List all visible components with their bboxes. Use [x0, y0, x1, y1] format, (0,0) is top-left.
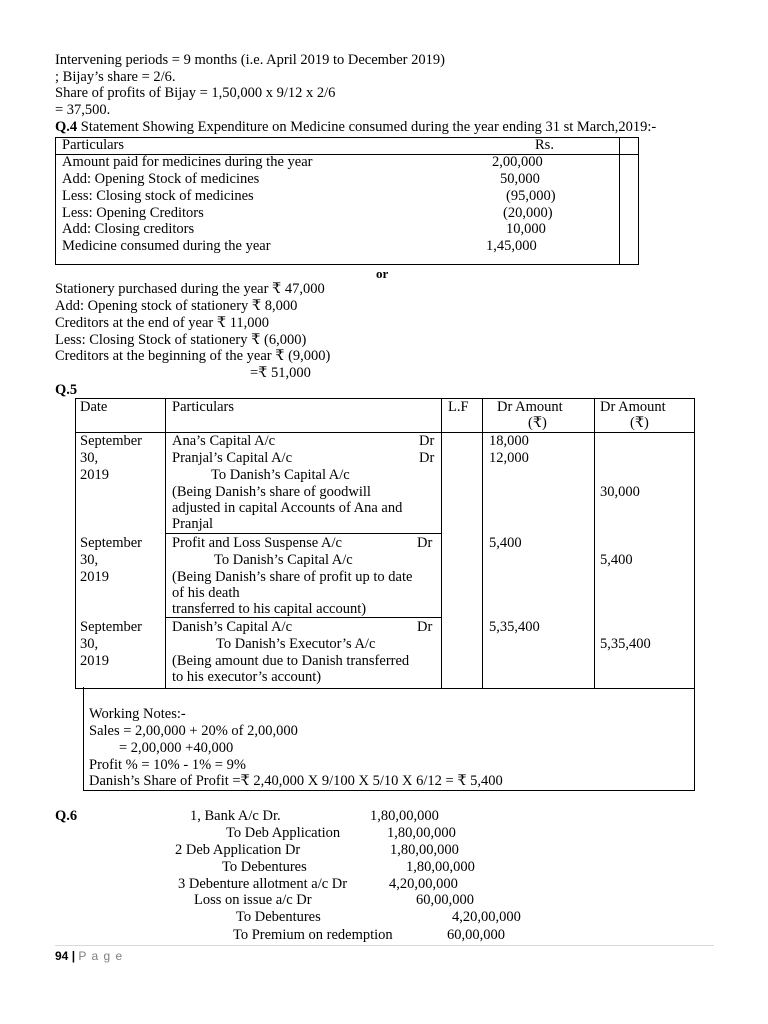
- q5-number: Q.5: [55, 382, 78, 398]
- text-line: Share of profits of Bijay = 1,50,000 x 9/12 x 2/6: [55, 85, 336, 101]
- q6-entry-amount: 4,20,00,000: [452, 909, 521, 925]
- page-number: 94: [55, 949, 69, 963]
- entry-date: 30,: [80, 450, 99, 466]
- q6-entry-text: To Premium on redemption: [233, 927, 393, 943]
- q5-header-dr1: Dr Amount: [497, 399, 563, 415]
- q4-row-value: 2,00,000: [492, 154, 543, 170]
- text-line: = 37,500.: [55, 102, 111, 118]
- q5-header-date: Date: [80, 399, 108, 415]
- entry-debit-amount: 12,000: [489, 450, 529, 466]
- working-note-line: Sales = 2,00,000 + 20% of 2,00,000: [89, 723, 298, 739]
- entry-narration: of his death: [172, 585, 240, 601]
- entry-narration: (Being Danish’s share of profit up to date: [172, 569, 413, 585]
- q6-entry-amount: 1,80,00,000: [387, 825, 456, 841]
- entry-debit-account: Ana’s Capital A/c: [172, 433, 276, 449]
- entry-date: 30,: [80, 552, 99, 568]
- q4-row-value: 10,000: [506, 221, 546, 237]
- entry-debit-amount: 18,000: [489, 433, 529, 449]
- entry-narration: adjusted in capital Accounts of Ana and: [172, 500, 403, 516]
- q4-row-value: (20,000): [503, 205, 553, 221]
- q4-header-rs: Rs.: [535, 137, 554, 153]
- working-notes-title: Working Notes:-: [89, 706, 186, 722]
- entry-credit-account: To Danish’s Capital A/c: [214, 552, 353, 568]
- q6-entry-amount: 60,00,000: [447, 927, 505, 943]
- entry-dr-label: Dr: [419, 450, 435, 466]
- q6-entry-text: 1, Bank A/c Dr.: [190, 808, 281, 824]
- q4-row-particular: Add: Closing creditors: [62, 221, 195, 237]
- q5-header-dr2: Dr Amount: [600, 399, 666, 415]
- q6-entry-amount: 4,20,00,000: [389, 876, 458, 892]
- working-note-line: Danish’s Share of Profit =₹ 2,40,000 X 9/100 X 5/10 X 6/12 = ₹ 5,400: [89, 773, 503, 789]
- q6-entry-amount: 60,00,000: [416, 892, 474, 908]
- or-label: or: [376, 266, 389, 281]
- q4-title: Statement Showing Expenditure on Medicine consumed during the year ending 31 st March,2019:-: [80, 119, 657, 135]
- q6-entry-text: To Debentures: [222, 859, 307, 875]
- working-note-line: Profit % = 10% - 1% = 9%: [89, 757, 246, 773]
- q4-row-value: (95,000): [506, 188, 556, 204]
- entry-date: 30,: [80, 636, 99, 652]
- entry-date: 2019: [80, 467, 109, 483]
- page-label: P a g e: [78, 949, 124, 963]
- entry-debit-account: Profit and Loss Suspense A/c: [172, 535, 342, 551]
- q4-row-particular: Add: Opening Stock of medicines: [62, 171, 260, 187]
- q5-header-dr1-unit: (₹): [528, 415, 547, 431]
- q4-row-value: 1,45,000: [486, 238, 537, 254]
- entry-narration: to his executor’s account): [172, 669, 322, 685]
- entry-date: September: [80, 535, 143, 551]
- entry-credit-account: To Danish’s Executor’s A/c: [216, 636, 376, 652]
- entry-debit-account: Danish’s Capital A/c: [172, 619, 293, 635]
- q4-row-particular: Medicine consumed during the year: [62, 238, 271, 254]
- q4-number: Q.4: [55, 119, 78, 135]
- text-line: Intervening periods = 9 months (i.e. April 2019 to December 2019): [55, 52, 445, 68]
- q5-header-dr2-unit: (₹): [630, 415, 649, 431]
- q4-row-particular: Less: Opening Creditors: [62, 205, 204, 221]
- alt-line: Less: Closing Stock of stationery ₹ (6,000): [55, 332, 307, 348]
- entry-narration: (Being amount due to Danish transferred: [172, 653, 410, 669]
- q4-heading: [55, 119, 656, 136]
- alt-total: =₹ 51,000: [250, 365, 311, 381]
- q6-entry-text: To Debentures: [236, 909, 321, 925]
- entry-dr-label: Dr: [417, 619, 433, 635]
- entry-dr-label: Dr: [419, 433, 435, 449]
- entry-date: 2019: [80, 569, 109, 585]
- entry-credit-account: To Danish’s Capital A/c: [211, 467, 350, 483]
- entry-debit-account: Pranjal’s Capital A/c: [172, 450, 293, 466]
- text-line: ; Bijay’s share = 2/6.: [55, 69, 176, 85]
- alt-line: Creditors at the end of year ₹ 11,000: [55, 315, 270, 331]
- q6-entry-amount: 1,80,00,000: [406, 859, 475, 875]
- entry-narration: Pranjal: [172, 516, 214, 532]
- entry-credit-amount: 30,000: [600, 484, 640, 500]
- alt-line: Stationery purchased during the year ₹ 47,000: [55, 281, 325, 297]
- q5-header-particulars: Particulars: [172, 399, 235, 415]
- entry-date: September: [80, 433, 143, 449]
- q6-entry-text: 3 Debenture allotment a/c Dr: [178, 876, 348, 892]
- q6-entry-text: Loss on issue a/c Dr: [194, 892, 312, 908]
- q4-row-particular: Amount paid for medicines during the year: [62, 154, 313, 170]
- q4-header-particulars: Particulars: [62, 137, 125, 153]
- entry-debit-amount: 5,35,400: [489, 619, 540, 635]
- entry-narration: (Being Danish’s share of goodwill: [172, 484, 371, 500]
- page-footer: [55, 948, 123, 965]
- q6-entry-text: To Deb Application: [226, 825, 341, 841]
- q5-header-lf: L.F: [448, 399, 469, 415]
- q4-row-particular: Less: Closing stock of medicines: [62, 188, 254, 204]
- q6-entry-text: 2 Deb Application Dr: [175, 842, 301, 858]
- entry-credit-amount: 5,35,400: [600, 636, 651, 652]
- footer-divider: [55, 945, 714, 946]
- entry-date: 2019: [80, 653, 109, 669]
- entry-dr-label: Dr: [417, 535, 433, 551]
- entry-credit-amount: 5,400: [600, 552, 633, 568]
- entry-debit-amount: 5,400: [489, 535, 522, 551]
- q4-row-value: 50,000: [500, 171, 540, 187]
- entry-date: September: [80, 619, 143, 635]
- q6-entry-amount: 1,80,00,000: [390, 842, 459, 858]
- q6-entry-amount: 1,80,00,000: [370, 808, 439, 824]
- alt-line: Creditors at the beginning of the year ₹ (9,000): [55, 348, 331, 364]
- entry-narration: transferred to his capital account): [172, 601, 367, 617]
- alt-line: Add: Opening stock of stationery ₹ 8,000: [55, 298, 298, 314]
- working-note-line: = 2,00,000 +40,000: [119, 740, 234, 756]
- q6-number: Q.6: [55, 808, 78, 824]
- page-separator: |: [71, 949, 76, 963]
